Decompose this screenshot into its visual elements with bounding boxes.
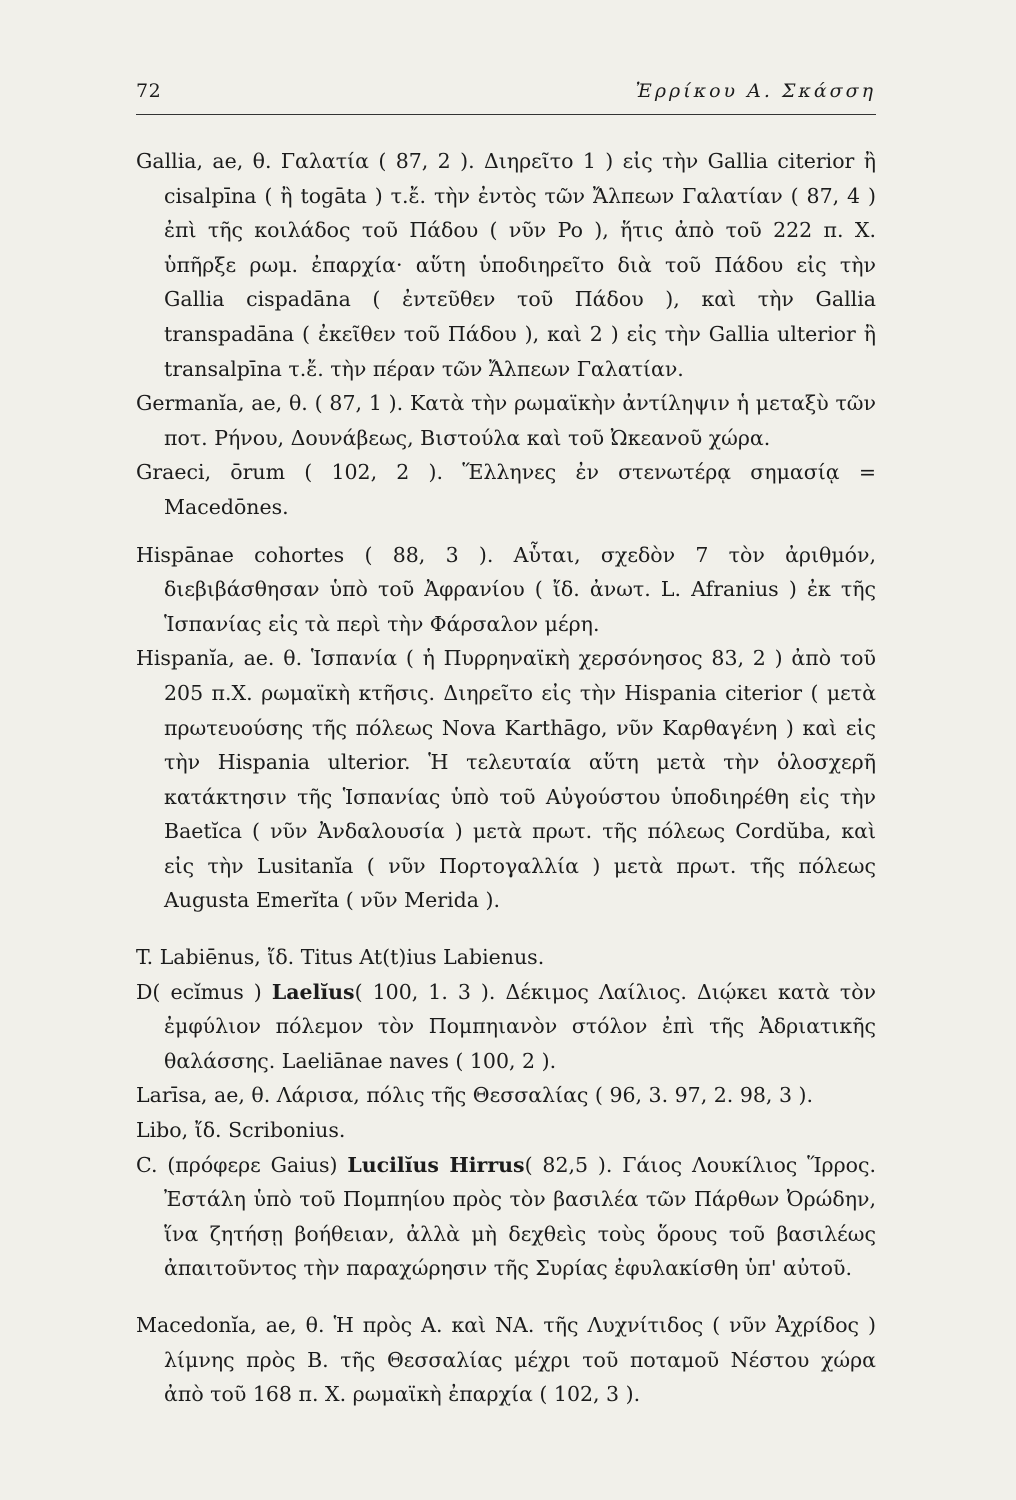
entry-prefix: C. (πρόφερε Gaius) [136, 1152, 348, 1177]
entry-larisa [136, 1078, 876, 1113]
entry-text: T. Labiēnus, ἴδ. Titus At(t)ius Labienus. [136, 945, 545, 970]
entry-labienus [136, 940, 876, 975]
entry-text: Larīsa, ae, θ. Λάρισα, πόλις τῆς Θεσσαλίας ( 96, 3. 97, 2. 98, 3 ). [136, 1083, 814, 1108]
entry-macedonia [136, 1308, 876, 1412]
entry-headword: Lucilĭus Hirrus [347, 1152, 525, 1177]
entry-text: Hispānae cohortes ( 88, 3 ). Αὗται, σχεδὸν 7 τὸν ἀριθμόν, διεβιβάσθησαν ὑπὸ τοῦ Ἀφρανίου ( ἴδ. ἀνωτ. L. Afranius ) ἐκ τῆς Ἱσπανίας εἰς τὰ περὶ τὴν Φάρσαλον μέρη. [136, 542, 876, 636]
entry-text: Graeci, ōrum ( 102, 2 ). Ἕλληνες ἐν στενωτέρᾳ σημασίᾳ = Macedōnes. [136, 460, 876, 519]
entry-text: Gallia, ae, θ. Γαλατία ( 87, 2 ). Διηρεῖτο 1 ) εἰς τὴν Gallia citerior ἢ cisalpīna ( ἢ togāta ) τ.ἔ. τὴν ἐντὸς τῶν Ἄλπεων Γαλατίαν ( 87, 4 ) ἐπὶ τῆς κοιλάδος τοῦ Πάδου ( νῦν Po ), ἥτις ἀπὸ τοῦ 222 π. Χ. ὑπῆρξε ρωμ. ἐπαρχία· αὕτη ὑποδιηρεῖτο διὰ τοῦ Πάδου εἰς τὴν Gallia cispadāna ( ἐντεῦθεν τοῦ Πάδου ), καὶ τὴν Gallia transpadāna ( ἐκεῖθεν τοῦ Πάδου ), καὶ 2 ) εἰς τὴν Gallia ulterior ἢ transalpīna τ.ἔ. τὴν πέραν τῶν Ἄλπεων Γαλατίαν. [136, 149, 876, 381]
page-number: 72 [136, 80, 162, 102]
entry-germania [136, 386, 876, 455]
glossary-body [136, 144, 876, 1412]
entry-hispanae-cohortes [136, 538, 876, 642]
entry-text: Macedonĭa, ae, θ. Ἡ πρὸς Α. καὶ ΝΑ. τῆς Λυχνίτιδος ( νῦν Ἀχρίδος ) λίμνης πρὸς Β. τῆς Θεσσαλίας μέχρι τοῦ ποταμοῦ Νέστου χώρα ἀπὸ τοῦ 168 π. Χ. ρωμαϊκὴ ἐπαρχία ( 102, 3 ). [136, 1313, 876, 1407]
entry-text: Hispanĭa, ae. θ. Ἱσπανία ( ἡ Πυρρηναϊκὴ χερσόνησος 83, 2 ) ἀπὸ τοῦ 205 π.Χ. ρωμαϊκὴ κτῆσις. Διηρεῖτο εἰς τὴν Hispania citerior ( μετὰ πρωτευούσης τῆς πόλεως Nova Karthāgo, νῦν Καρθαγένη ) καὶ εἰς τὴν Hispania ulterior. Ἡ τελευταία αὕτη μετὰ τὴν ὁλοσχερῆ κατάκτησιν τῆς Ἱσπανίας ὑπὸ τοῦ Αὐγούστου ὑποδιηρέθη εἰς τὴν Baetĭca ( νῦν Ἀνδαλουσία ) μετὰ πρωτ. τῆς πόλεως Cordŭba, καὶ εἰς τὴν Lusitanĭa ( νῦν Πορτογαλλία ) μετὰ πρωτ. τῆς πόλεως Augusta Emerĭta ( νῦν Merida ). [136, 646, 876, 913]
entry-prefix: D( ecĭmus ) [136, 979, 272, 1004]
page-header [136, 80, 876, 110]
entry-gallia [136, 144, 876, 386]
entry-hispania [136, 641, 876, 918]
entry-text: ( 82,5 ). Γάιος Λουκίλιος Ἵρρος. Ἐστάλη ὑπὸ τοῦ Πομπηίου πρὸς τὸν βασιλέα τῶν Πάρθων Ὀρώδην, ἵνα ζητήσῃ βοήθειαν, ἀλλὰ μὴ δεχθεὶς τοὺς ὅρους τοῦ βασιλέως ἀπαιτοῦντος τὴν παραχώρησιν τῆς Συρίας ἐφυλακίσθη ὑπ' αὐτοῦ. [164, 1152, 876, 1281]
entry-headword: Laelĭus [271, 979, 355, 1004]
header-rule [136, 114, 876, 115]
entry-graeci [136, 455, 876, 524]
entry-libo [136, 1113, 876, 1148]
entry-text: ( 100, 1. 3 ). Δέκιμος Λαίλιος. Διῴκει κατὰ τὸν ἐμφύλιον πόλεμον τὸν Πομπηιανὸν στόλον ἐπὶ τῆς Ἀδριατικῆς θαλάσσης. Laeliānae naves ( 100, 2 ). [164, 979, 877, 1073]
entry-text: Germanĭa, ae, θ. ( 87, 1 ). Κατὰ τὴν ρωμαϊκὴν ἀντίληψιν ἡ μεταξὺ τῶν ποτ. Ρήνου, Δουνάβεως, Βιστούλα καὶ τοῦ Ὠκεανοῦ χώρα. [136, 391, 876, 450]
entry-text: Libo, ἴδ. Scribonius. [136, 1118, 346, 1143]
entry-lucilius-hirrus [136, 1148, 876, 1286]
entry-laelius [136, 975, 876, 1079]
running-title: Ἐρρίκου Α. Σκάσση [635, 80, 876, 102]
